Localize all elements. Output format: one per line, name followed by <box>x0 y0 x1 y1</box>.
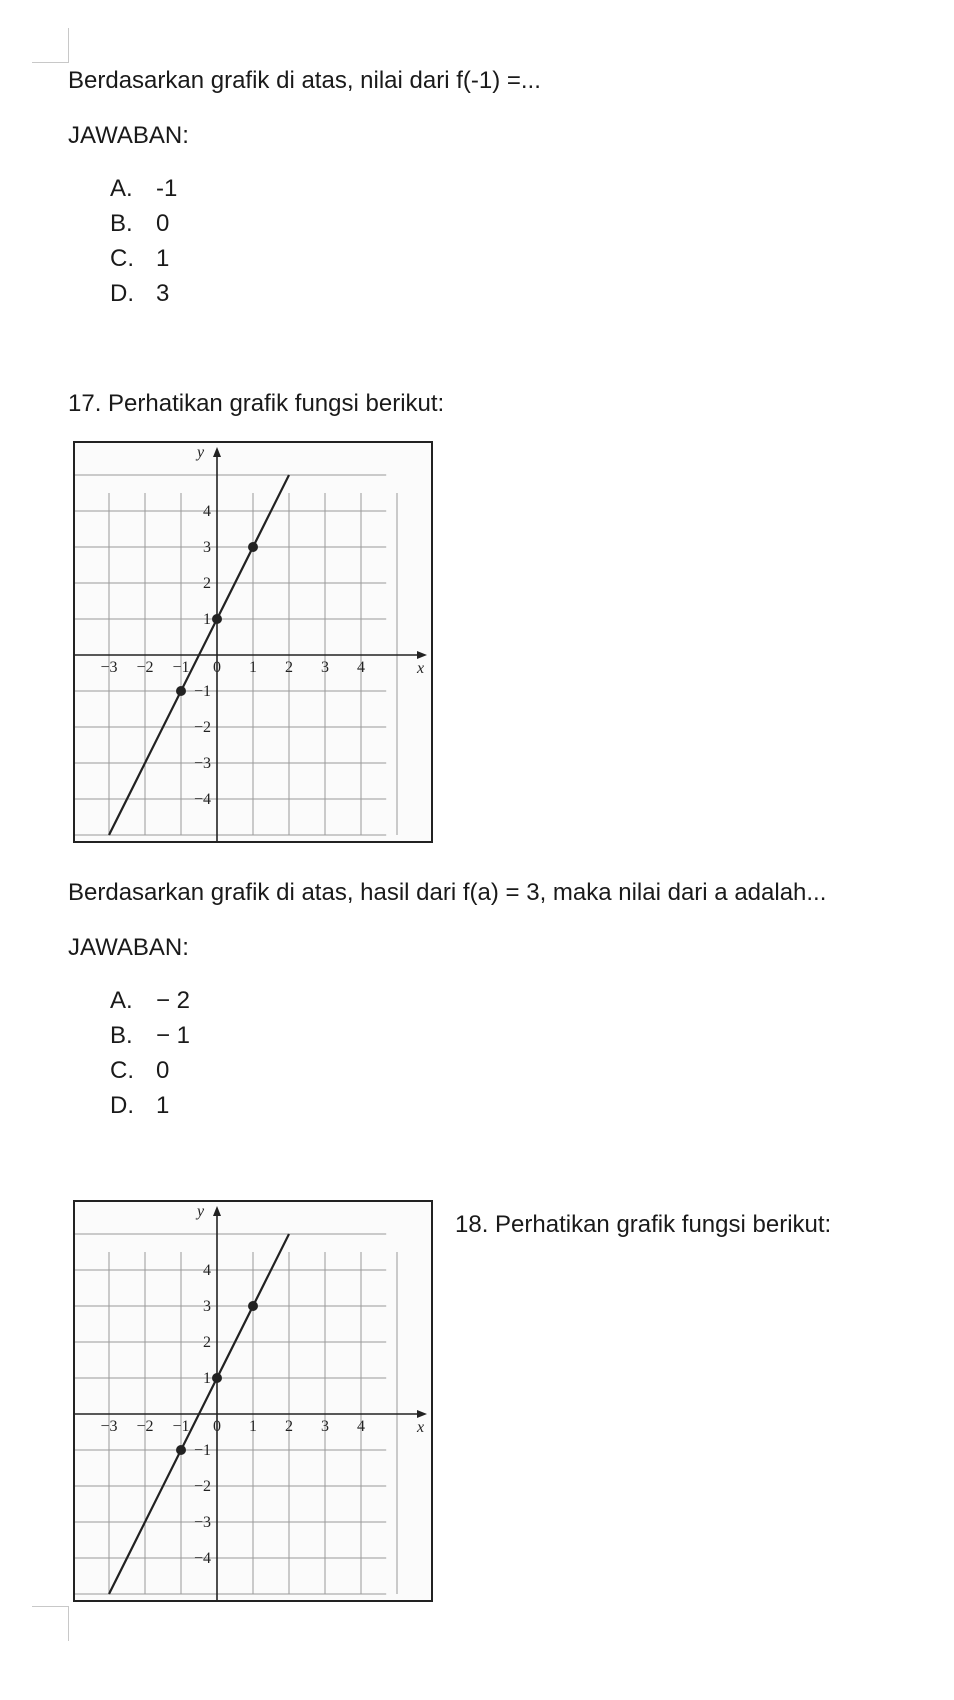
y-tick-label: 4 <box>203 1262 211 1279</box>
x-tick-label: 3 <box>321 659 329 676</box>
option-letter: D. <box>110 1092 134 1119</box>
option-value: -1 <box>156 175 178 202</box>
x-tick-label: −1 <box>172 659 190 676</box>
q17-option-c[interactable] <box>110 1056 169 1086</box>
data-point <box>212 1373 222 1383</box>
y-tick-label: −4 <box>193 791 211 808</box>
q16-option-b[interactable] <box>110 209 169 239</box>
x-axis-label: x <box>417 1419 425 1436</box>
crop-mark-bottom-horizontal <box>32 1606 68 1607</box>
option-letter: C. <box>110 245 134 272</box>
option-value: 0 <box>156 1057 170 1084</box>
x-tick-label: 4 <box>357 1418 365 1435</box>
x-tick-label: 4 <box>357 659 365 676</box>
q18-graph-svg <box>75 1202 431 1600</box>
option-value: 1 <box>156 245 170 272</box>
x-tick-label: 0 <box>213 1418 221 1435</box>
q16-question: Berdasarkan grafik di atas, nilai dari f(-1) =... <box>68 67 541 94</box>
x-tick-label: 2 <box>285 659 293 676</box>
y-tick-label: 3 <box>203 539 211 556</box>
crop-mark-bottom-vertical <box>68 1606 69 1641</box>
q16-option-a[interactable] <box>110 174 177 204</box>
crop-mark-top-vertical <box>68 28 69 63</box>
x-tick-label: −3 <box>100 1418 118 1435</box>
q17-option-d[interactable] <box>110 1091 169 1121</box>
y-tick-label: 1 <box>203 1370 211 1387</box>
q16-option-d[interactable] <box>110 279 169 309</box>
q17-option-a[interactable] <box>110 986 190 1016</box>
q17-graph <box>73 441 433 843</box>
x-axis-label: x <box>417 660 425 677</box>
option-value: 1 <box>156 1092 170 1119</box>
option-letter: B. <box>110 210 133 237</box>
q17-answer-label: JAWABAN: <box>68 934 189 961</box>
x-tick-label: −3 <box>100 659 118 676</box>
x-tick-label: 1 <box>249 1418 257 1435</box>
option-letter: B. <box>110 1022 133 1049</box>
q17-graph-svg <box>75 443 431 841</box>
q18-title: 18. Perhatikan grafik fungsi berikut: <box>455 1211 832 1238</box>
y-axis-label: y <box>197 444 205 461</box>
data-point <box>248 542 258 552</box>
x-tick-label: 2 <box>285 1418 293 1435</box>
crop-mark-top-horizontal <box>32 62 68 63</box>
y-tick-label: 3 <box>203 1298 211 1315</box>
y-tick-label: −3 <box>193 755 211 772</box>
q17-option-b[interactable] <box>110 1021 190 1051</box>
data-point <box>248 1301 258 1311</box>
x-tick-label: −2 <box>136 659 154 676</box>
q16-answer-label: JAWABAN: <box>68 122 189 149</box>
y-axis-label: y <box>197 1203 205 1220</box>
x-tick-label: −2 <box>136 1418 154 1435</box>
y-tick-label: 2 <box>203 1334 211 1351</box>
option-value: 3 <box>156 280 170 307</box>
option-letter: A. <box>110 175 133 202</box>
option-value: − 2 <box>156 987 191 1014</box>
data-point <box>176 686 186 696</box>
data-point <box>176 1445 186 1455</box>
option-letter: C. <box>110 1057 134 1084</box>
y-tick-label: −1 <box>193 683 211 700</box>
y-tick-label: −4 <box>193 1550 211 1567</box>
y-tick-label: −2 <box>193 1478 211 1495</box>
option-value: − 1 <box>156 1022 191 1049</box>
y-tick-label: −2 <box>193 719 211 736</box>
x-tick-label: −1 <box>172 1418 190 1435</box>
y-tick-label: 2 <box>203 575 211 592</box>
option-value: 0 <box>156 210 170 237</box>
y-tick-label: 1 <box>203 611 211 628</box>
x-tick-label: 3 <box>321 1418 329 1435</box>
q17-title: 17. Perhatikan grafik fungsi berikut: <box>68 390 445 417</box>
x-tick-label: 1 <box>249 659 257 676</box>
data-point <box>212 614 222 624</box>
y-tick-label: −1 <box>193 1442 211 1459</box>
y-tick-label: −3 <box>193 1514 211 1531</box>
x-tick-label: 0 <box>213 659 221 676</box>
q16-option-c[interactable] <box>110 244 169 274</box>
y-tick-label: 4 <box>203 503 211 520</box>
option-letter: A. <box>110 987 133 1014</box>
q18-graph <box>73 1200 433 1602</box>
q17-question: Berdasarkan grafik di atas, hasil dari f(a) = 3, maka nilai dari a adalah... <box>68 879 827 906</box>
option-letter: D. <box>110 280 134 307</box>
